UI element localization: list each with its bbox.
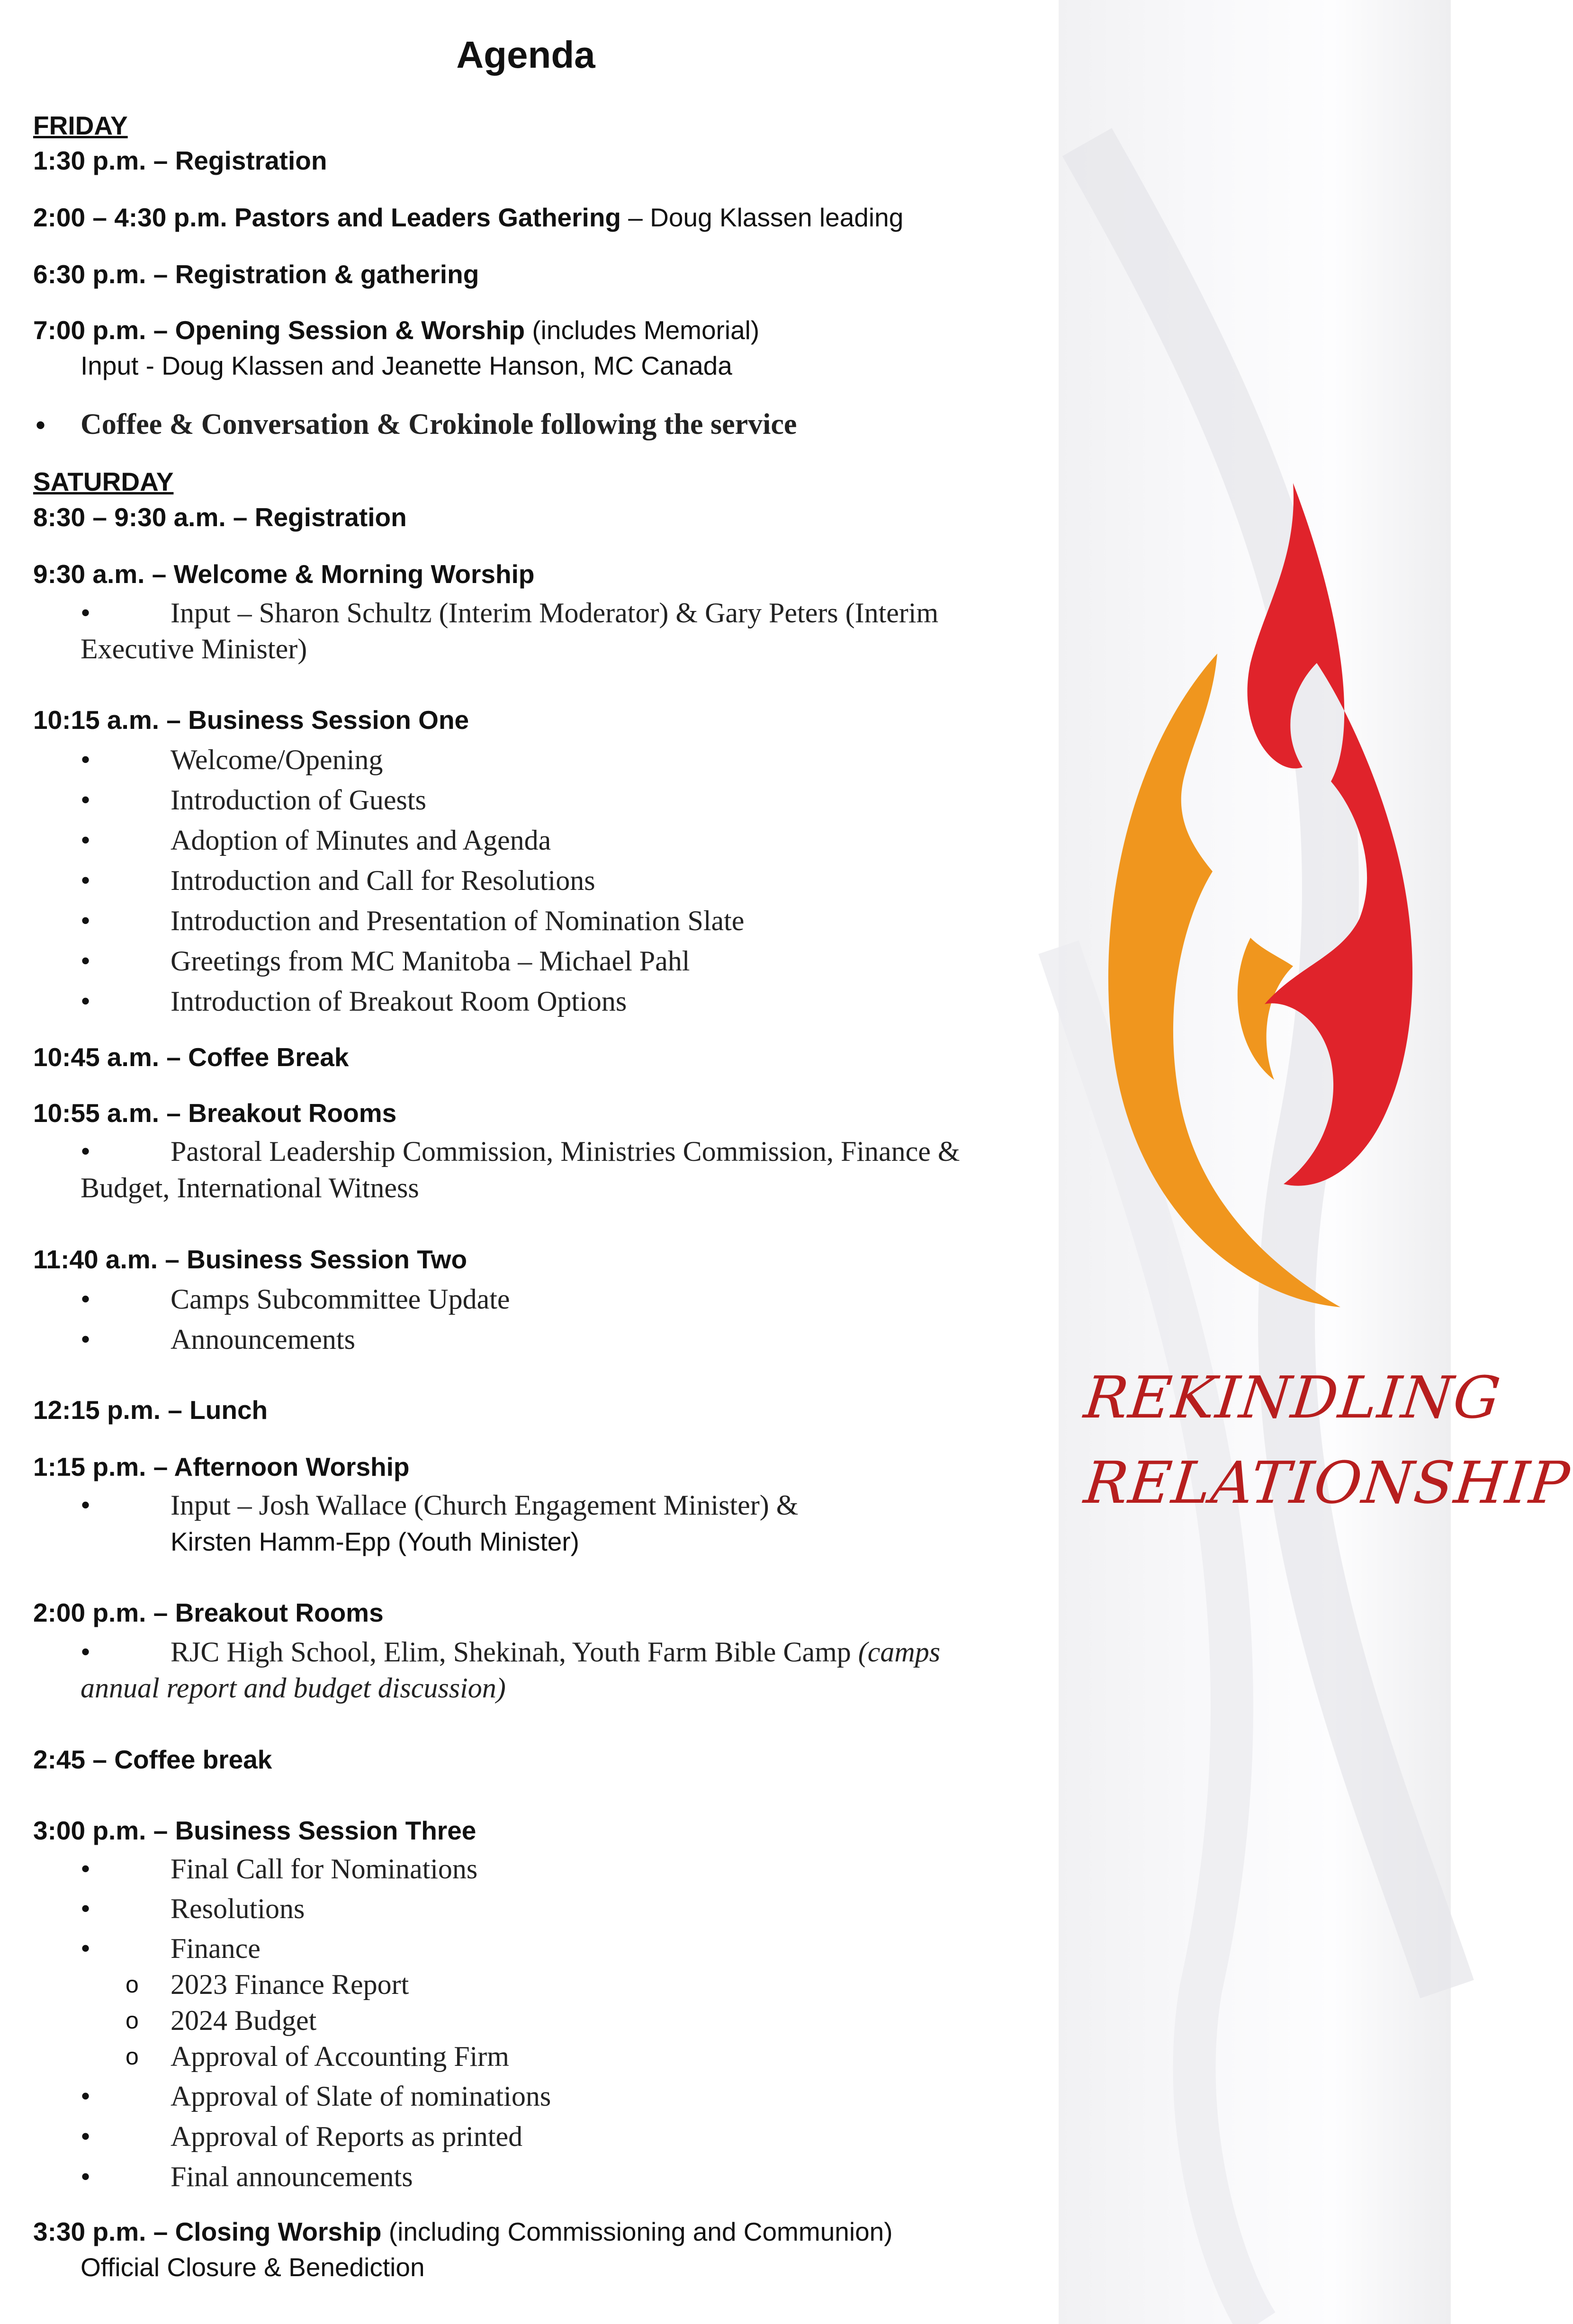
saturday-afternoon-worship: 1:15 p.m. – Afternoon Worship <box>33 1452 410 1481</box>
session-one-item: Welcome/Opening <box>171 744 383 775</box>
session-two-item: Camps Subcommittee Update <box>171 1283 510 1315</box>
page-title: Agenda <box>456 34 595 76</box>
bullet: • <box>81 1893 91 1924</box>
session-one-item: Introduction of Breakout Room Options <box>171 986 627 1017</box>
breakout2-item-line2: annual report and budget discussion) <box>81 1672 506 1704</box>
finance-item: Approval of Accounting Firm <box>171 2041 509 2072</box>
sub-bullet: o <box>126 2043 139 2070</box>
opening-session-input: Input - Doug Klassen and Jeanette Hanson, MC Canada <box>81 351 732 380</box>
bullet: • <box>81 1933 91 1964</box>
saturday-lunch: 12:15 p.m. – Lunch <box>33 1395 268 1425</box>
sub-bullet: o <box>126 2007 139 2034</box>
saturday-coffee-break: 10:45 a.m. – Coffee Break <box>33 1042 349 1072</box>
bullet: • <box>81 744 91 775</box>
bullet: • <box>81 825 91 856</box>
bullet: • <box>81 1283 91 1315</box>
saturday-session-three: 3:00 p.m. – Business Session Three <box>33 1816 476 1845</box>
breakout2-camps: RJC High School, Elim, Shekinah, Youth Farm Bible Camp <box>171 1636 858 1668</box>
bullet: • <box>81 784 91 816</box>
decorative-sidebar <box>1059 0 1573 2324</box>
afternoon-input-line1: Input – Josh Wallace (Church Engagement Minister) & <box>171 1490 799 1521</box>
saturday-closing-worship <box>33 2214 893 2250</box>
tagline-line1: REKINDLING <box>1081 1364 1504 1431</box>
afternoon-input-line2: Kirsten Hamm-Epp (Youth Minister) <box>171 1527 579 1556</box>
sub-bullet: o <box>126 1971 139 1998</box>
breakout2-item-line1 <box>171 1634 940 1670</box>
session-three-item: Approval of Slate of nominations <box>171 2081 551 2112</box>
tagline-line2: RELATIONSHIP <box>1081 1449 1573 1516</box>
bullet: • <box>81 597 91 628</box>
bullet: • <box>81 865 91 896</box>
bullet: • <box>81 1853 91 1884</box>
friday-registration-gathering: 6:30 p.m. – Registration & gathering <box>33 260 479 289</box>
bullet: • <box>36 409 46 441</box>
welcome-input-line2: Executive Minister) <box>81 633 307 664</box>
bullet: • <box>81 1490 91 1521</box>
bullet: • <box>81 2161 91 2192</box>
friday-pastors-gathering <box>33 200 903 235</box>
session-three-item: Final Call for Nominations <box>171 1853 478 1884</box>
opening-session-note: (includes Memorial) <box>525 315 760 345</box>
session-one-item: Introduction and Call for Resolutions <box>171 865 595 896</box>
welcome-input-line1: Input – Sharon Schultz (Interim Moderator) & Gary Peters (Interim <box>171 597 939 628</box>
session-one-item: Introduction and Presentation of Nomination Slate <box>171 905 745 936</box>
finance-item: 2024 Budget <box>171 2005 317 2036</box>
closing-benediction: Official Closure & Benediction <box>81 2252 425 2282</box>
bullet: • <box>81 905 91 936</box>
pastors-gathering-leader: – Doug Klassen leading <box>621 203 904 232</box>
bullet: • <box>81 986 91 1017</box>
session-one-item: Adoption of Minutes and Agenda <box>171 825 551 856</box>
finance-item: 2023 Finance Report <box>171 1969 409 2000</box>
saturday-session-two: 11:40 a.m. – Business Session Two <box>33 1245 467 1274</box>
friday-heading: FRIDAY <box>33 111 128 140</box>
bullet: • <box>81 2081 91 2112</box>
session-three-item: Approval of Reports as printed <box>171 2121 523 2152</box>
breakout-item-line1: Pastoral Leadership Commission, Ministries Commission, Finance & <box>171 1136 960 1167</box>
saturday-registration: 8:30 – 9:30 a.m. – Registration <box>33 502 407 532</box>
closing-worship-note: (including Commissioning and Communion) <box>381 2217 893 2246</box>
session-two-item: Announcements <box>171 1324 355 1355</box>
breakout2-note-start: (camps <box>858 1636 941 1668</box>
saturday-session-one: 10:15 a.m. – Business Session One <box>33 705 469 735</box>
flame-red <box>1247 483 1412 1186</box>
bullet: • <box>81 1136 91 1167</box>
breakout-item-line2: Budget, International Witness <box>81 1172 419 1203</box>
session-three-item: Finance <box>171 1933 261 1964</box>
closing-worship-time: 3:30 p.m. – Closing Worship <box>33 2217 382 2246</box>
pastors-gathering-time: 2:00 – 4:30 p.m. Pastors and Leaders Gathering <box>33 203 621 232</box>
friday-opening-session <box>33 313 759 348</box>
saturday-breakout-rooms-2: 2:00 p.m. – Breakout Rooms <box>33 1598 384 1627</box>
friday-coffee-conversation: Coffee & Conversation & Crokinole following the service <box>81 408 797 440</box>
bullet: • <box>81 2121 91 2152</box>
session-one-item: Introduction of Guests <box>171 784 426 816</box>
bullet: • <box>81 1636 91 1668</box>
opening-session-time: 7:00 p.m. – Opening Session & Worship <box>33 315 525 345</box>
session-one-item: Greetings from MC Manitoba – Michael Pahl <box>171 945 690 977</box>
saturday-heading: SATURDAY <box>33 467 174 496</box>
saturday-welcome-worship: 9:30 a.m. – Welcome & Morning Worship <box>33 559 535 589</box>
friday-registration: 1:30 p.m. – Registration <box>33 146 327 175</box>
saturday-coffee-break-2: 2:45 – Coffee break <box>33 1745 272 1774</box>
bullet: • <box>81 945 91 977</box>
bullet: • <box>81 1324 91 1355</box>
session-three-item: Final announcements <box>171 2161 413 2192</box>
saturday-breakout-rooms: 10:55 a.m. – Breakout Rooms <box>33 1098 397 1128</box>
flame-orange-inner <box>1238 938 1293 1080</box>
flame-logo <box>1094 483 1426 1326</box>
session-three-item: Resolutions <box>171 1893 305 1924</box>
